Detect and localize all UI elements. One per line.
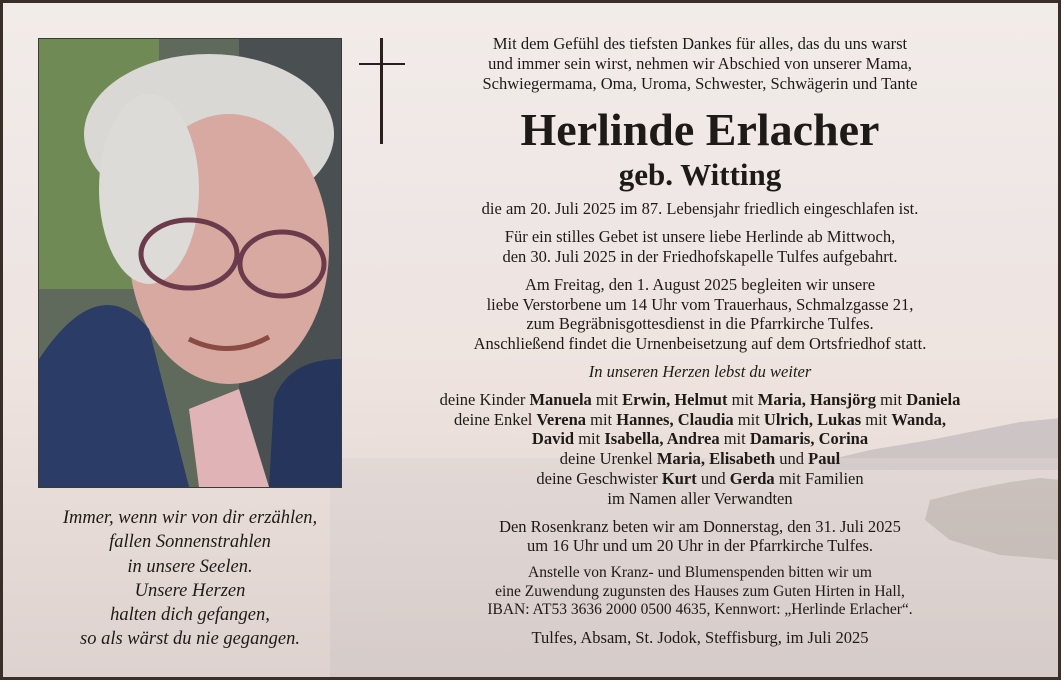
family-siblings: deine Geschwister Kurt und Gerda mit Familien [536, 468, 864, 488]
poem-line: fallen Sonnenstrahlen [109, 532, 271, 553]
prayer-line: Für ein stilles Gebet ist unsere liebe Herlinde ab Mittwoch, [504, 227, 896, 247]
poem-line: Unsere Herzen [134, 580, 246, 601]
rosary-line: um 16 Uhr und um 20 Uhr in der Pfarrkirche Tulfes. [526, 536, 873, 556]
intro-line: Mit dem Gefühl des tiefsten Dankes für alles, das du uns warst [492, 34, 908, 53]
funeral-line: liebe Verstorbene um 14 Uhr vom Trauerhaus, Schmalzgasse 21, [486, 294, 914, 314]
prayer-line: den 30. Juli 2025 in der Friedhofskapelle Tulfes aufgebahrt. [502, 246, 898, 266]
family-relatives: im Namen aller Verwandten [607, 488, 793, 508]
intro-line: Schwiegermama, Oma, Uroma, Schwester, Schwägerin und Tante [482, 73, 918, 93]
funeral-line: Anschließend findet die Urnenbeisetzung auf dem Ortsfriedhof statt. [473, 334, 927, 354]
family-grandchildren-cont: David mit Isabella, Andrea mit Damaris, Corina [531, 429, 869, 449]
poem-line: Immer, wenn wir von dir erzählen, [62, 508, 318, 528]
portrait-photo [38, 38, 342, 488]
poem-line: halten dich gefangen, [110, 605, 270, 626]
death-line: die am 20. Juli 2025 im 87. Lebensjahr friedlich eingeschlafen ist. [481, 199, 919, 219]
deceased-name: Herlinde Erlacher [520, 104, 880, 156]
family-grandchildren: deine Enkel Verena mit Hannes, Claudia mit Ulrich, Lukas mit Wanda, [454, 409, 946, 429]
poem-line: in unsere Seelen. [127, 556, 253, 577]
obituary-text [370, 34, 1030, 647]
family-great-grandchildren: deine Urenkel Maria, Elisabeth und Paul [559, 449, 841, 469]
hearts-line: In unseren Herzen lebst du weiter [588, 361, 812, 381]
family-children: deine Kinder Manuela mit Erwin, Helmut mit Maria, Hansjörg mit Daniela [439, 389, 961, 409]
funeral-line: Am Freitag, den 1. August 2025 begleiten wir unsere [524, 274, 876, 294]
maiden-name: geb. Witting [618, 157, 782, 193]
poem [20, 506, 360, 652]
donation-line: eine Zuwendung zugunsten des Hauses zum Guten Hirten in Hall, [495, 582, 905, 600]
places-date: Tulfes, Absam, St. Jodok, Steffisburg, im Juli 2025 [531, 627, 869, 647]
donation-line: Anstelle von Kranz- und Blumenspenden bitten wir um [528, 564, 872, 582]
intro-line: und immer sein wirst, nehmen wir Abschied von unserer Mama, [488, 53, 912, 73]
poem-line: so als wärst du nie gegangen. [80, 629, 300, 650]
donation-line: IBAN: AT53 3636 2000 0500 4635, Kennwort: „Herlinde Erlacher“. [487, 601, 913, 619]
funeral-line: zum Begräbnisgottesdienst in die Pfarrkirche Tulfes. [526, 314, 874, 334]
rosary-line: Den Rosenkranz beten wir am Donnerstag, den 31. Juli 2025 [499, 516, 901, 536]
